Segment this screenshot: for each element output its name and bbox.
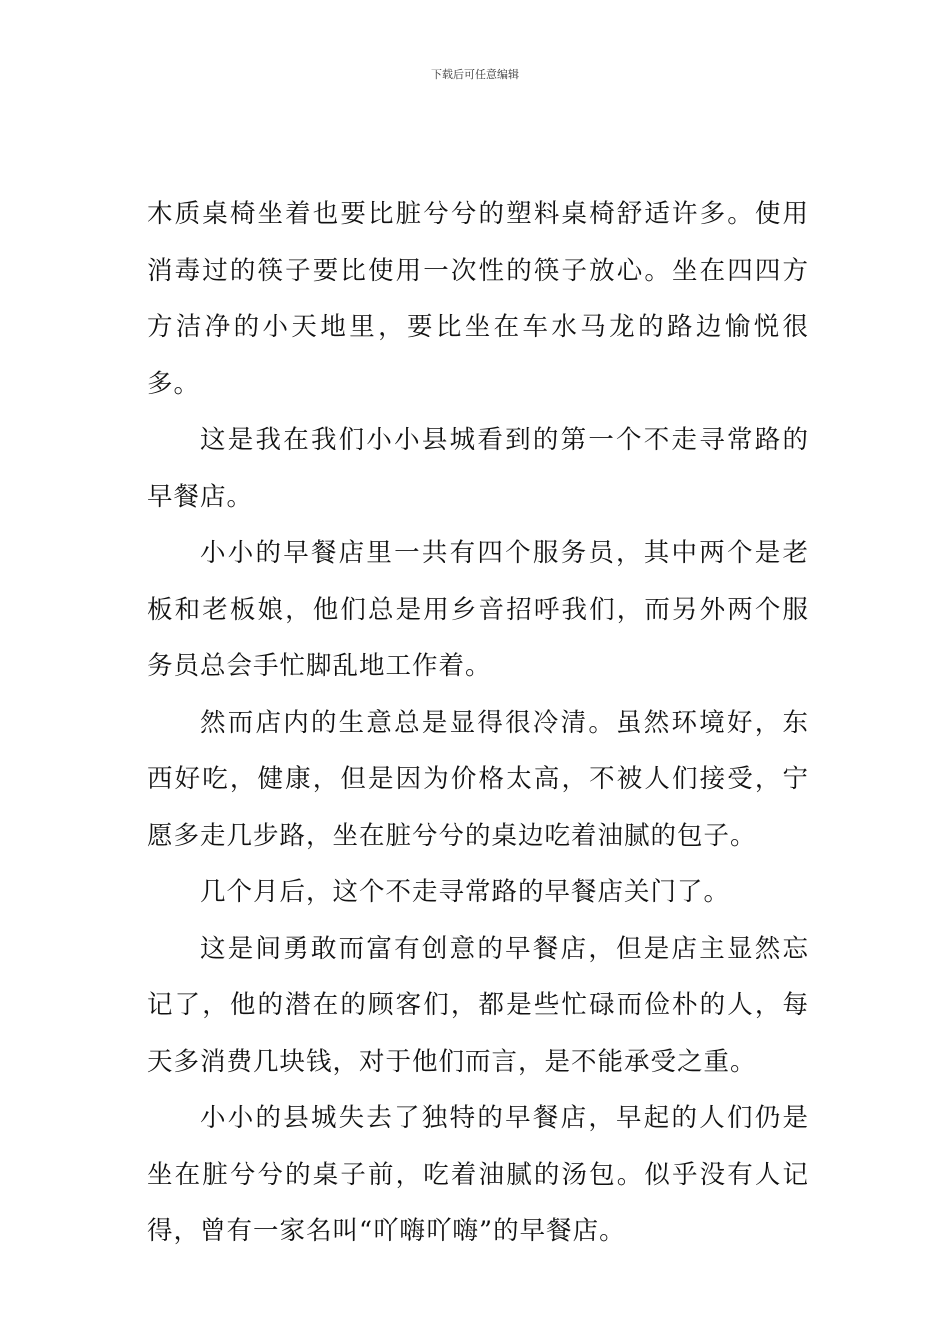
paragraph: 小小的县城失去了独特的早餐店，早起的人们仍是坐在脏兮兮的桌子前，吃着油腻的汤包。似乎没有人记得，曾有一家名叫“吖嗨吖嗨”的早餐店。 <box>147 1103 809 1246</box>
paragraph: 这是我在我们小小县城看到的第一个不走寻常路的早餐店。 <box>147 425 809 512</box>
paragraph: 然而店内的生意总是显得很冷清。虽然环境好，东西好吃，健康，但是因为价格太高，不被人们接受，宁愿多走几步路，坐在脏兮兮的桌边吃着油腻的包子。 <box>147 707 809 851</box>
document-body <box>147 186 809 1260</box>
paragraph-continuation: 木质桌椅坐着也要比脏兮兮的塑料桌椅舒适许多。使用消毒过的筷子要比使用一次性的筷子放心。坐在四四方方洁净的小天地里，要比坐在车水马龙的路边愉悦很多。 <box>147 199 809 399</box>
paragraph: 小小的早餐店里一共有四个服务员，其中两个是老板和老板娘，他们总是用乡音招呼我们，而另外两个服务员总会手忙脚乱地工作着。 <box>147 538 809 681</box>
paragraph: 几个月后，这个不走寻常路的早餐店关门了。 <box>200 877 731 907</box>
paragraph: 这是间勇敢而富有创意的早餐店，但是店主显然忘记了，他的潜在的顾客们，都是些忙碌而俭朴的人，每天多消费几块钱，对于他们而言，是不能承受之重。 <box>147 933 809 1077</box>
page-header: 下载后可任意编辑 <box>431 68 519 81</box>
